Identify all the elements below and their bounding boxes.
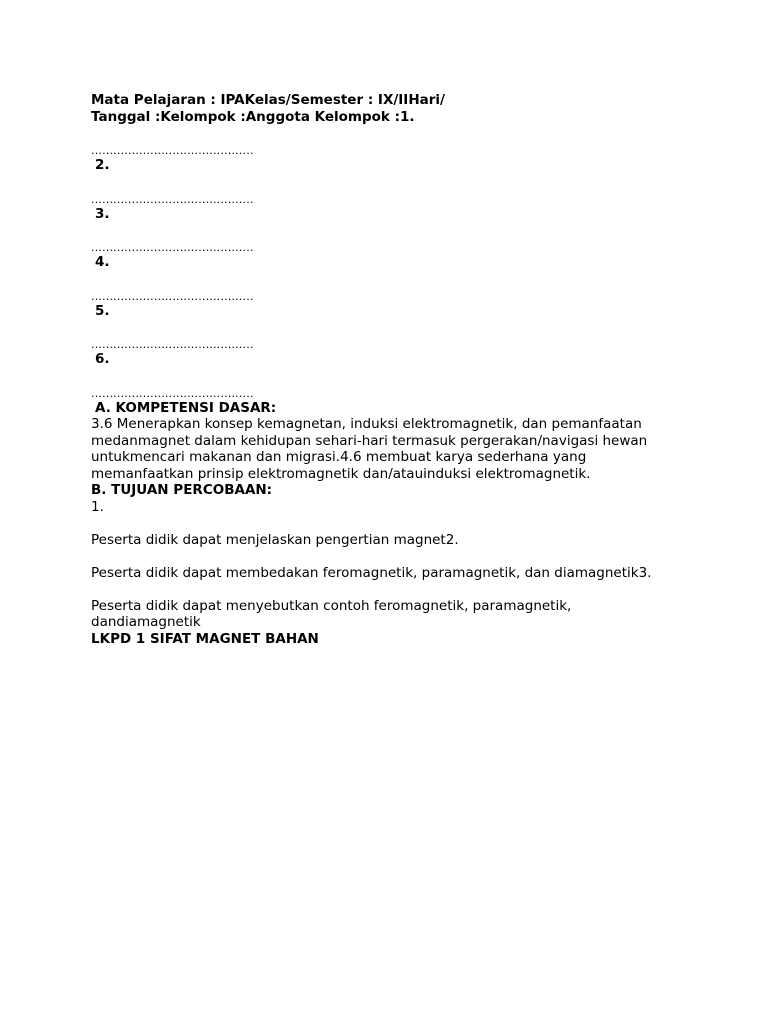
document-page bbox=[91, 92, 681, 647]
lkpd-title: LKPD 1 SIFAT MAGNET BAHAN bbox=[91, 630, 319, 647]
tujuan-number-1: 1. bbox=[91, 498, 104, 515]
tujuan-heading: B. TUJUAN PERCOBAAN: bbox=[91, 482, 273, 498]
spacer bbox=[91, 515, 681, 532]
spacer bbox=[91, 319, 681, 339]
kompetensi-line-2: medanmagnet dalam kehidupan sehari-hari termasuk pergerakan/navigasi hewan bbox=[91, 432, 648, 449]
spacer bbox=[91, 581, 681, 598]
spacer bbox=[91, 548, 681, 565]
tujuan-item-2: Peserta didik dapat membedakan feromagnetik, paramagnetik, dan diamagnetik3. bbox=[91, 564, 652, 581]
tujuan-item-3-line-1: Peserta didik dapat menyebutkan contoh feromagnetik, paramagnetik, bbox=[91, 597, 572, 614]
spacer bbox=[91, 125, 681, 145]
member-dots-4: ............................................ bbox=[91, 289, 254, 303]
member-dots-2: ............................................ bbox=[91, 192, 254, 206]
member-dots-5: ............................................ bbox=[91, 338, 254, 351]
kompetensi-line-3: untukmencari makanan dan migrasi.4.6 membuat karya sederhana yang bbox=[91, 449, 587, 465]
spacer bbox=[91, 174, 681, 194]
spacer bbox=[91, 368, 681, 388]
member-number-3: 3. bbox=[95, 205, 110, 222]
kompetensi-line-1: 3.6 Menerapkan konsep kemagnetan, induksi elektromagnetik, dan pemanfaatan bbox=[91, 416, 642, 432]
member-dots-1: ............................................ bbox=[91, 144, 254, 157]
header-line-1: Mata Pelajaran : IPAKelas/Semester : IX/IIHari/ bbox=[91, 92, 445, 108]
member-dots-3: ............................................ bbox=[91, 241, 254, 254]
kompetensi-heading: A. KOMPETENSI DASAR: bbox=[95, 399, 277, 416]
member-number-4: 4. bbox=[95, 254, 110, 270]
member-number-6: 6. bbox=[95, 351, 110, 367]
tujuan-item-3-line-2: dandiamagnetik bbox=[91, 614, 201, 630]
kompetensi-line-4: memanfaatkan prinsip elektromagnetik dan/atauinduksi elektromagnetik. bbox=[91, 465, 591, 482]
spacer bbox=[91, 222, 681, 242]
member-number-2: 2. bbox=[95, 157, 110, 173]
tujuan-item-1: Peserta didik dapat menjelaskan pengertian magnet2. bbox=[91, 531, 459, 548]
member-number-5: 5. bbox=[95, 302, 110, 319]
header-line-2: Tanggal :Kelompok :Anggota Kelompok :1. bbox=[91, 108, 415, 125]
member-dots-6: ............................................ bbox=[91, 386, 254, 400]
spacer bbox=[91, 271, 681, 291]
